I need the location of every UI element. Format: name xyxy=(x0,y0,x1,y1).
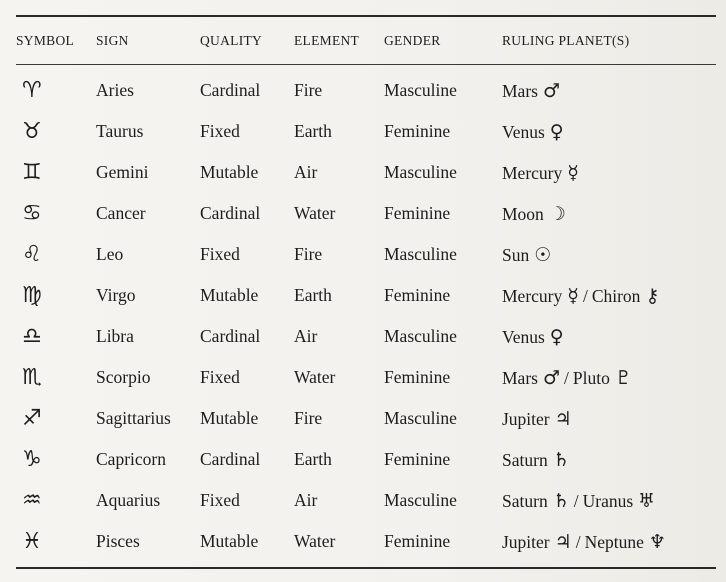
zodiac-symbol-icon: ♐ xyxy=(22,406,42,431)
planet-name: Saturn xyxy=(502,449,548,470)
ruling-planet-cell xyxy=(502,480,716,521)
zodiac-symbol-icon: ♏ xyxy=(22,365,42,390)
header-element: ELEMENT xyxy=(294,32,360,48)
gender-cell: Masculine xyxy=(384,490,457,510)
element-cell: Fire xyxy=(294,244,323,264)
ruling-planet-cell xyxy=(502,316,716,357)
quality-cell: Fixed xyxy=(200,367,240,387)
sign-cell: Capricorn xyxy=(96,449,166,469)
table-row xyxy=(16,64,716,111)
quality-cell: Fixed xyxy=(200,121,240,141)
quality-cell: Mutable xyxy=(200,285,259,305)
gender-cell: Feminine xyxy=(384,121,451,141)
planet-glyph-icon: ♄ xyxy=(552,448,570,471)
sign-cell: Libra xyxy=(96,326,134,346)
quality-cell: Cardinal xyxy=(200,203,261,223)
table-row xyxy=(16,275,716,316)
sign-cell: Gemini xyxy=(96,162,149,182)
gender-cell: Feminine xyxy=(384,449,451,469)
planet-glyph-icon: ⚷ xyxy=(645,284,660,307)
table-row xyxy=(16,234,716,275)
sign-cell: Scorpio xyxy=(96,367,151,387)
ruling-planet-cell xyxy=(502,398,716,439)
table-row xyxy=(16,152,716,193)
sign-cell: Cancer xyxy=(96,203,146,223)
planet-name: Pluto xyxy=(572,367,610,388)
ruling-planet-cell xyxy=(502,234,716,275)
separator: / xyxy=(575,531,581,552)
planet-name: Venus xyxy=(502,121,545,142)
separator: / xyxy=(564,367,569,388)
gender-cell: Feminine xyxy=(384,531,451,551)
header-row xyxy=(16,17,716,64)
quality-cell: Mutable xyxy=(200,408,259,428)
planet-glyph-icon: ☽ xyxy=(548,202,566,225)
planet-glyph-icon: ♇ xyxy=(614,366,632,389)
element-cell: Earth xyxy=(294,121,332,141)
planet-glyph-icon: ♂ xyxy=(542,366,561,389)
sign-cell: Leo xyxy=(96,244,124,264)
zodiac-symbol-icon: ♉ xyxy=(22,119,42,144)
table-row xyxy=(16,316,716,357)
planet-glyph-icon: ♀ xyxy=(549,325,564,348)
planet-name: Venus xyxy=(502,326,545,347)
planet-glyph-icon: ♆ xyxy=(648,530,666,553)
quality-cell: Cardinal xyxy=(200,449,261,469)
sign-cell: Aquarius xyxy=(96,490,161,510)
zodiac-symbol-icon: ♈ xyxy=(22,78,42,103)
header-ruling-planets: RULING PLANET(S) xyxy=(502,32,630,48)
planet-glyph-icon: ♃ xyxy=(554,530,572,553)
table-row xyxy=(16,398,716,439)
gender-cell: Masculine xyxy=(384,80,457,100)
element-cell: Air xyxy=(294,490,318,510)
planet-name: Jupiter xyxy=(502,408,550,429)
table-row xyxy=(16,439,716,480)
planet-glyph-icon: ♀ xyxy=(549,120,564,143)
element-cell: Earth xyxy=(294,285,332,305)
zodiac-symbol-icon: ♌ xyxy=(22,242,42,267)
sign-cell: Aries xyxy=(96,80,134,100)
gender-cell: Masculine xyxy=(384,326,457,346)
table-row xyxy=(16,480,716,521)
element-cell: Air xyxy=(294,162,318,182)
sign-cell: Sagittarius xyxy=(96,408,171,428)
planet-name: Neptune xyxy=(584,531,644,552)
element-cell: Water xyxy=(294,531,336,551)
gender-cell: Masculine xyxy=(384,244,457,264)
gender-cell: Masculine xyxy=(384,162,457,182)
planet-glyph-icon: ♅ xyxy=(638,489,656,512)
ruling-planet-cell xyxy=(502,521,716,562)
sign-cell: Pisces xyxy=(96,531,140,551)
planet-glyph-icon: ♃ xyxy=(554,407,572,430)
separator: / xyxy=(573,490,579,511)
gender-cell: Masculine xyxy=(384,408,457,428)
bottom-rule xyxy=(16,567,716,569)
quality-cell: Cardinal xyxy=(200,80,261,100)
planet-glyph-icon: ♂ xyxy=(542,79,561,102)
planet-name: Sun xyxy=(502,244,530,265)
quality-cell: Mutable xyxy=(200,531,259,551)
zodiac-symbol-icon: ♍ xyxy=(22,283,42,308)
planet-name: Moon xyxy=(502,203,544,224)
planet-name: Mercury xyxy=(502,285,563,306)
ruling-planet-cell xyxy=(502,439,716,480)
zodiac-symbol-icon: ♎ xyxy=(22,324,42,349)
gender-cell: Feminine xyxy=(384,367,451,387)
sign-cell: Taurus xyxy=(96,121,144,141)
table-row xyxy=(16,111,716,152)
planet-glyph-icon: ☿ xyxy=(567,161,579,184)
zodiac-symbol-icon: ♑ xyxy=(22,447,42,472)
zodiac-symbol-icon: ♋ xyxy=(22,201,42,226)
zodiac-symbol-icon: ♓ xyxy=(22,529,42,554)
quality-cell: Fixed xyxy=(200,244,240,264)
table-row xyxy=(16,521,716,562)
planet-name: Chiron xyxy=(591,285,641,306)
planet-glyph-icon: ☿ xyxy=(567,284,579,307)
element-cell: Earth xyxy=(294,449,332,469)
planet-glyph-icon: ☉ xyxy=(534,243,552,266)
zodiac-symbol-icon: ♊ xyxy=(22,160,42,185)
element-cell: Water xyxy=(294,367,336,387)
gender-cell: Feminine xyxy=(384,203,451,223)
planet-name: Saturn xyxy=(502,490,548,511)
element-cell: Air xyxy=(294,326,318,346)
header-symbol: SYMBOL xyxy=(16,32,75,48)
planet-name: Mars xyxy=(502,80,538,101)
ruling-planet-cell xyxy=(502,357,716,398)
element-cell: Fire xyxy=(294,80,323,100)
header-quality: QUALITY xyxy=(200,32,263,48)
separator: / xyxy=(582,285,588,306)
planet-glyph-icon: ♄ xyxy=(552,489,570,512)
gender-cell: Feminine xyxy=(384,285,451,305)
quality-cell: Cardinal xyxy=(200,326,261,346)
zodiac-symbol-icon: ♒ xyxy=(22,488,42,513)
ruling-planet-cell xyxy=(502,152,716,193)
planet-name: Jupiter xyxy=(502,531,550,552)
header-gender: GENDER xyxy=(384,32,441,48)
table-row xyxy=(16,357,716,398)
ruling-planet-cell xyxy=(502,275,716,316)
table-row xyxy=(16,193,716,234)
planet-name: Mars xyxy=(502,367,538,388)
sign-cell: Virgo xyxy=(96,285,136,305)
planet-name: Uranus xyxy=(582,490,634,511)
zodiac-table xyxy=(16,17,716,562)
element-cell: Water xyxy=(294,203,336,223)
ruling-planet-cell xyxy=(502,193,716,234)
ruling-planet-cell xyxy=(502,111,716,152)
ruling-planet-cell xyxy=(502,64,716,111)
planet-name: Mercury xyxy=(502,162,563,183)
header-sign: SIGN xyxy=(96,32,129,48)
quality-cell: Fixed xyxy=(200,490,240,510)
element-cell: Fire xyxy=(294,408,323,428)
quality-cell: Mutable xyxy=(200,162,259,182)
